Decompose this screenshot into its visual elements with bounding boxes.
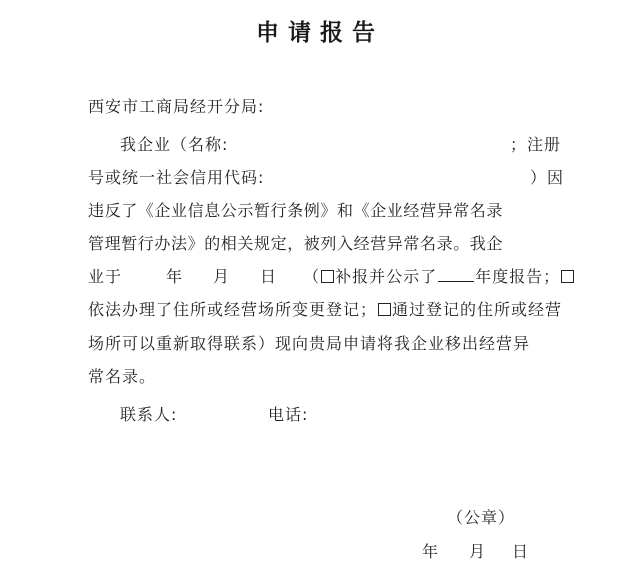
open-paren: （ [303, 267, 321, 286]
sign-year-label: 年 [422, 542, 440, 561]
day-label: 日 [260, 267, 278, 286]
sign-month-label: 月 [469, 542, 487, 561]
sign-day-label: 日 [512, 542, 530, 561]
phone-label: 电话: [268, 405, 309, 424]
addressee: 西安市工商局经开分局: [88, 97, 265, 116]
body-line-3: 违反了《企业信息公示暂行条例》和《企业经营异常名录 [88, 201, 504, 220]
page-title: 申请报告 [256, 20, 384, 46]
year-label: 年 [166, 267, 184, 286]
body-line-5 [88, 267, 575, 287]
body-line-4: 管理暂行办法》的相关规定，被列入经营异常名录。我企 [88, 234, 504, 253]
credit-code-label: 号或统一社会信用代码: [88, 168, 265, 187]
reason-label: ）因 [530, 168, 565, 187]
registration-label: ；注册 [510, 135, 562, 154]
annual-report-checkbox[interactable] [321, 270, 334, 283]
annual-report-suffix: 年度报告； [475, 267, 561, 286]
body-line-6 [88, 300, 562, 320]
address-change-label: 依法办理了住所或经营场所变更登记； [88, 300, 378, 319]
company-name-label: 我企业（名称: [120, 135, 229, 154]
sign-date [422, 542, 529, 562]
body-line-7: 场所可以重新取得联系）现向贵局申请将我企业移出经营异 [88, 334, 531, 353]
report-year-blank[interactable] [438, 267, 474, 282]
address-change-checkbox[interactable] [561, 270, 574, 283]
contact-person-label: 联系人: [120, 405, 178, 424]
contact-restored-label: 通过登记的住所或经营 [392, 300, 563, 319]
contact-restored-checkbox[interactable] [378, 303, 391, 316]
listed-on-label: 业于 [88, 267, 123, 286]
official-seal-label: （公章） [447, 508, 516, 527]
month-label: 月 [213, 267, 231, 286]
annual-report-label: 补报并公示了 [335, 267, 438, 286]
body-line-8: 常名录。 [88, 367, 157, 386]
